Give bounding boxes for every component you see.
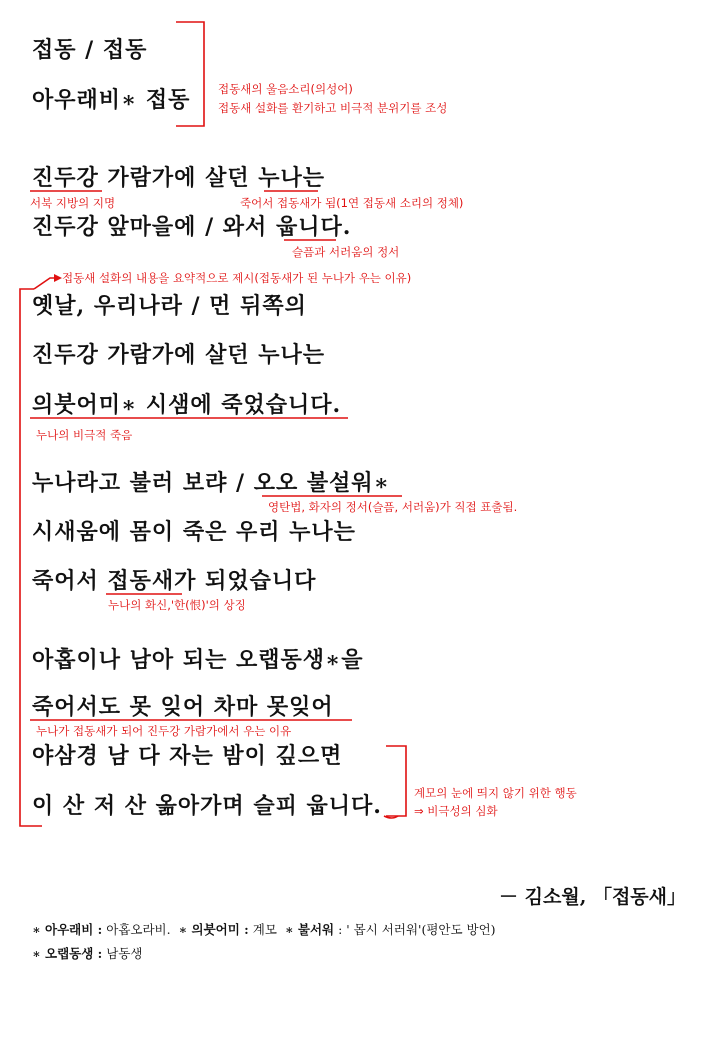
poem-line: 접동 / 접동	[32, 37, 148, 63]
footnote-term: ∗ 아우래비 :	[32, 922, 103, 937]
poem-line: 옛날, 우리나라 / 먼 뒤쪽의	[32, 293, 307, 319]
annotation-avoid-result: ⇒ 비극성의 심화	[414, 804, 498, 818]
annotation-exclamation: 영탄법, 화자의 정서(슬픔, 서러움)가 직접 표출됨.	[268, 500, 518, 514]
poem-line: 죽어서 접동새가 되었습니다	[32, 568, 317, 594]
footnote-term: ∗ 오랩동생 :	[32, 946, 103, 961]
annotation-reason: 누나가 접동새가 되어 진두강 가람가에서 우는 이유	[36, 724, 292, 738]
poem-line: 진두강 가람가에 살던 누나는	[32, 342, 326, 368]
poem-line: 진두강 가람가에 살던 누나는	[32, 165, 326, 191]
footnote-term: ∗ 불서워	[284, 922, 335, 937]
poem-line: 진두강 앞마을에 / 와서 웁니다.	[32, 214, 352, 240]
annotation-sorrow: 슬픔과 서러움의 정서	[292, 245, 400, 259]
hook-last-line	[384, 816, 398, 818]
poem-line: 이 산 저 산 옮아가며 슬피 웁니다.	[32, 793, 382, 819]
annotation-sister-bird: 죽어서 접동새가 됨(1연 접동새 소리의 정체)	[240, 196, 464, 210]
poem-line: 누나라고 불러 보랴 / 오오 불설워∗	[32, 470, 390, 496]
annotation-tragic-death: 누나의 비극적 죽음	[36, 428, 133, 442]
footnote-term: ∗ 의붓어미 :	[178, 922, 249, 937]
footnote-line-2	[32, 946, 142, 962]
arrow-head	[54, 274, 62, 282]
annotation-avoid: 계모의 눈에 띄지 않기 위한 행동	[414, 786, 577, 800]
arrow-line	[34, 278, 58, 289]
annotation-place: 서북 지방의 지명	[30, 196, 116, 210]
bracket-stanza-5	[386, 746, 406, 816]
annotation-tragic-mood: 접동새 설화를 환기하고 비극적 분위기를 조성	[218, 101, 448, 115]
footnote-def: 아홉오라비.	[102, 922, 171, 937]
poem-line: 죽어서도 못 잊어 차마 못잊어	[32, 694, 334, 720]
poem-line: 아우래비∗ 접동	[32, 87, 191, 113]
footnote-line-1	[32, 922, 496, 938]
annotation-symbol: 누나의 화신,'한(恨)'의 상징	[108, 598, 246, 612]
poem-line: 아홉이나 남아 되는 오랩동생∗을	[32, 647, 364, 673]
poem-line: 의붓어미∗ 시샘에 죽었습니다.	[32, 392, 342, 418]
annotation-summary: 접동새 설화의 내용을 요약적으로 제시(접동새가 된 누나가 우는 이유)	[62, 271, 412, 285]
footnote-def: 계모	[248, 922, 277, 937]
poem-line: 야삼경 남 다 자는 밤이 깊으면	[32, 743, 343, 769]
footnote-def: : ' 몹시 서러워'(평안도 방언)	[334, 922, 496, 937]
annotation-onomatopoeia: 접동새의 울음소리(의성어)	[218, 82, 353, 96]
author-credit: － 김소월, 「접동새」	[499, 886, 686, 908]
footnote-def: 남동생	[102, 946, 143, 961]
poem-line: 시새움에 몸이 죽은 우리 누나는	[32, 519, 356, 545]
